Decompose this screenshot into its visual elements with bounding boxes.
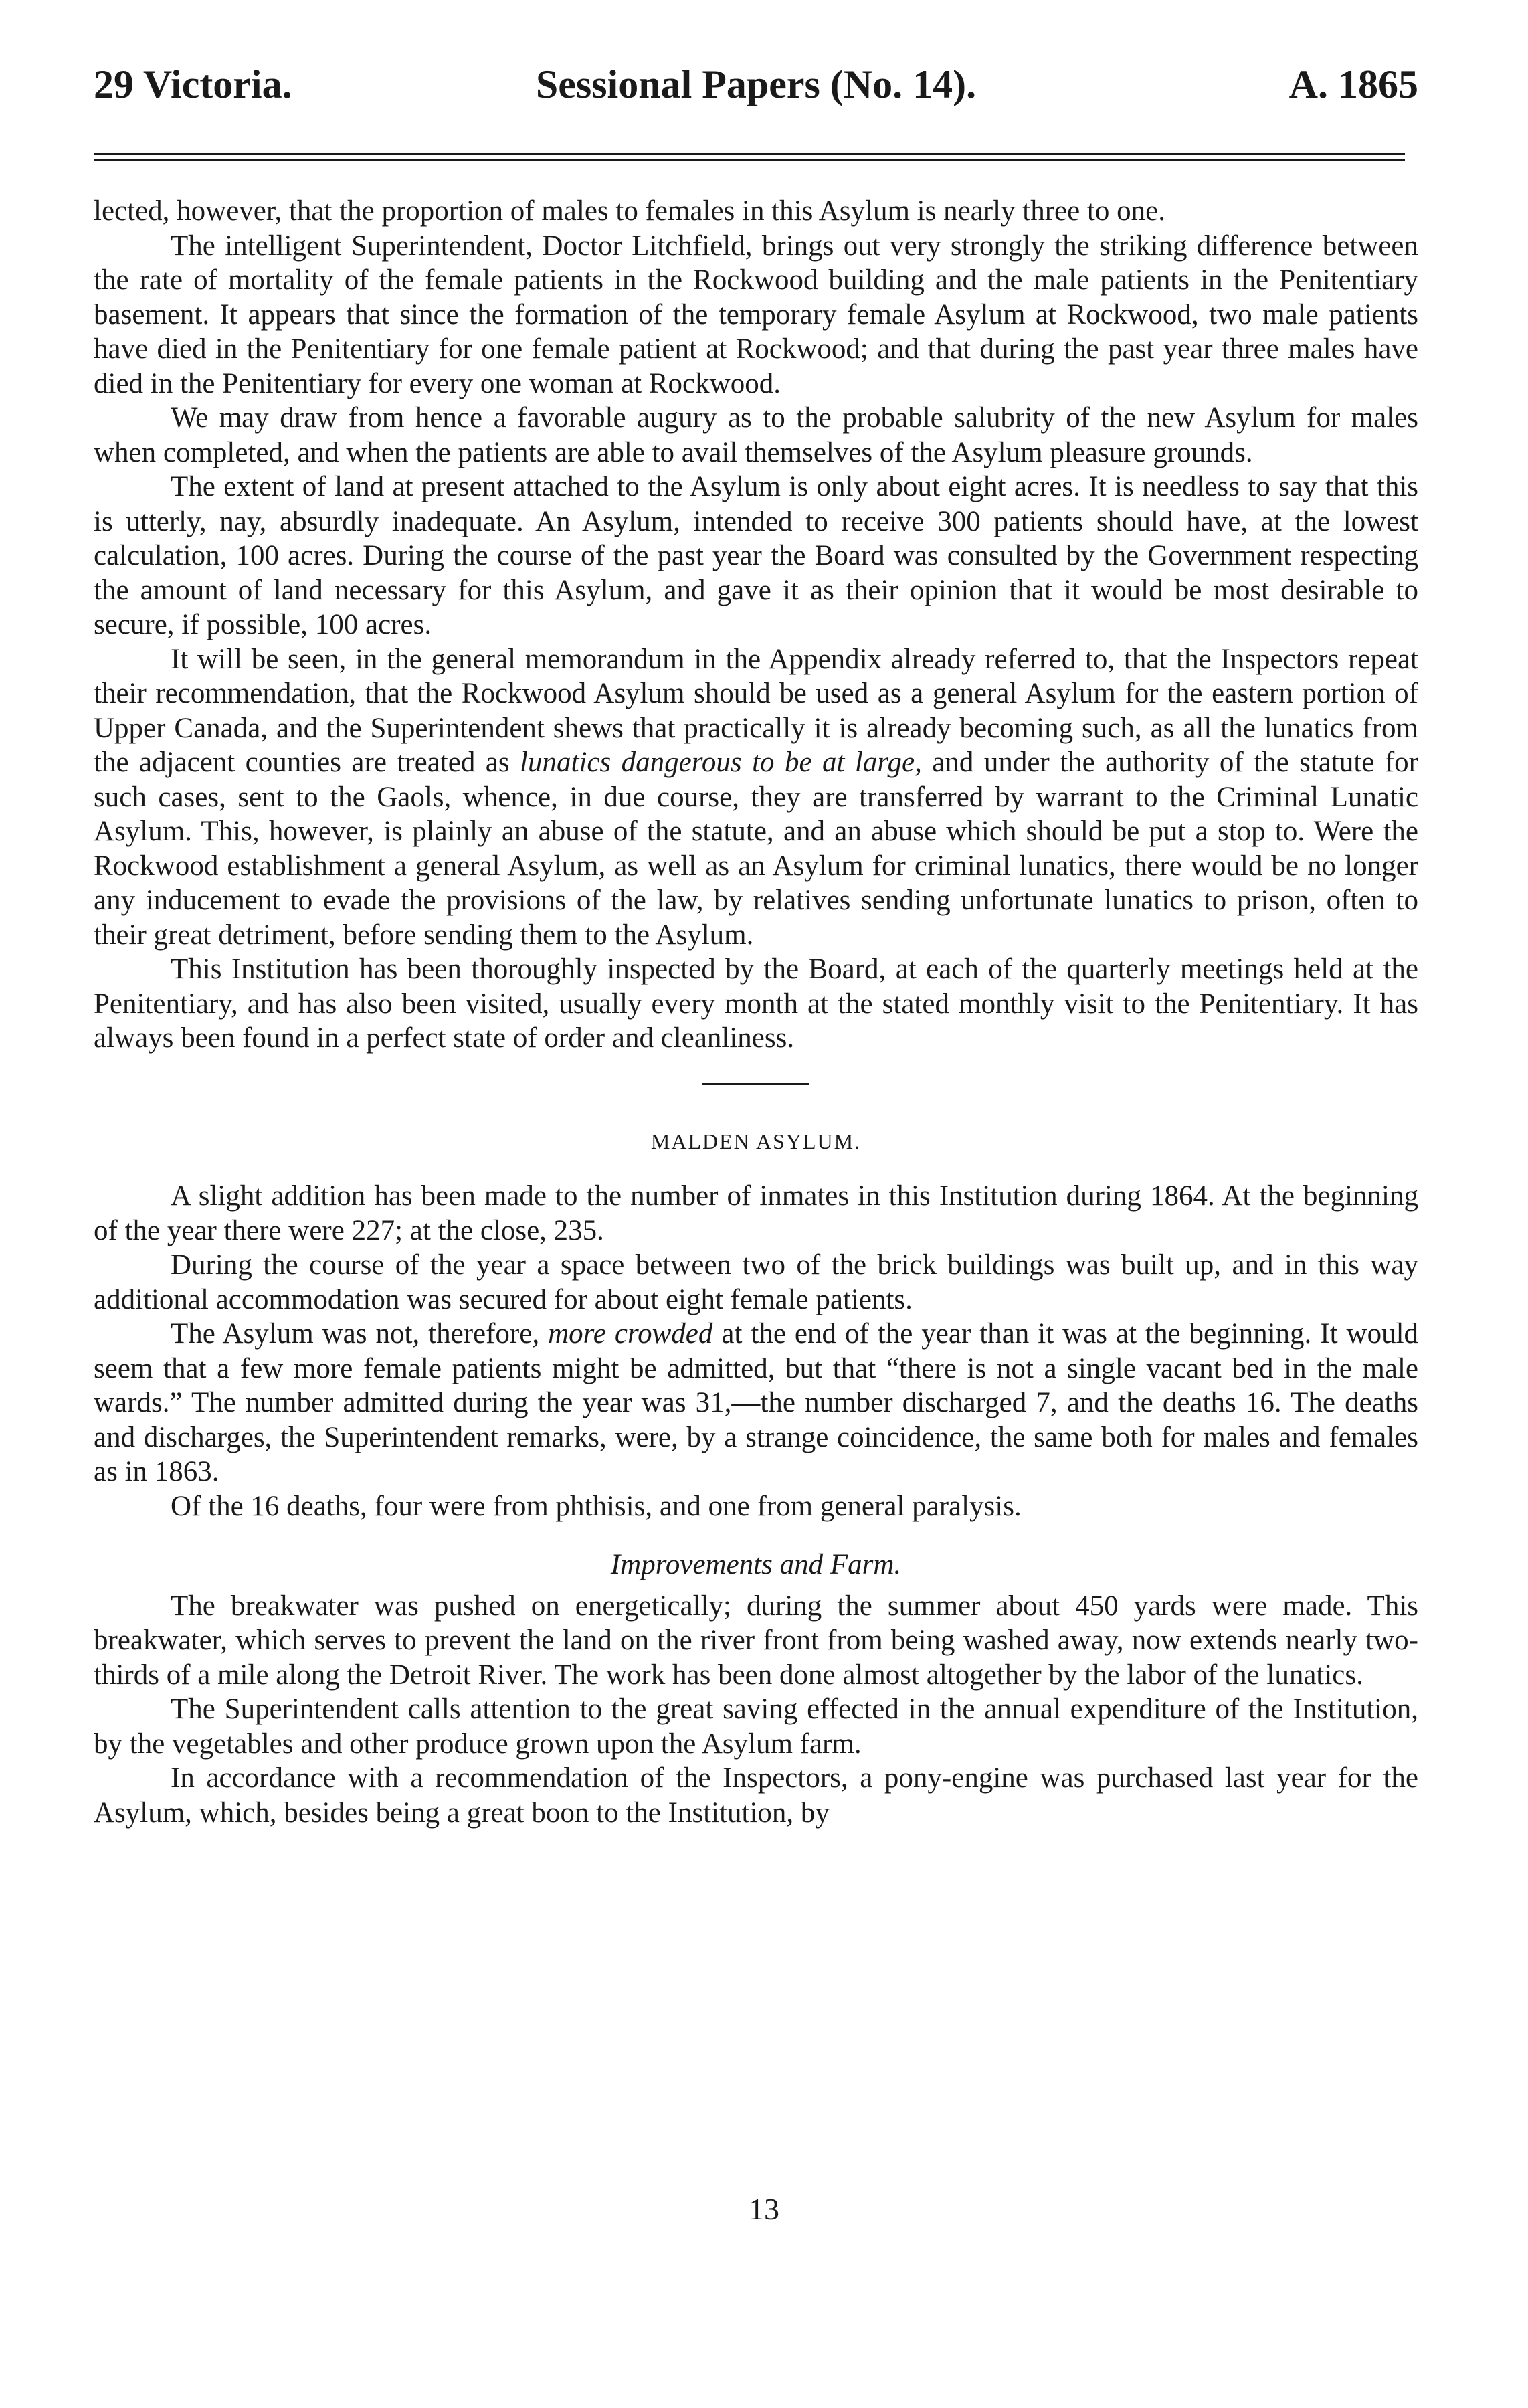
page-number: 13 bbox=[749, 2192, 779, 2226]
paragraph: The intelligent Superintendent, Doctor Litchfield, brings out very strongly the striking difference between the rate of mortality of the female patients in the Rockwood building and the male patients in the Penitentiary basement. It appears that since the formation of the temporary female Asylum at Rockwood, two male patients have died in the Penitentiary for one female patient at Rockwood; and that during the past year three males have died in the Penitentiary for every one woman at Rockwood. bbox=[94, 229, 1418, 399]
header-rule-top bbox=[94, 153, 1405, 155]
paragraph bbox=[94, 642, 1418, 953]
running-header bbox=[94, 62, 1418, 122]
header-rule-bottom bbox=[94, 159, 1405, 161]
paragraph-text: The Asylum was not, therefore, bbox=[171, 1318, 540, 1350]
paragraph bbox=[94, 1317, 1418, 1489]
section-separator bbox=[702, 1083, 809, 1085]
paragraph: The Superintendent calls attention to the great saving effected in the annual expenditure of the Institution, by the vegetables and other produce grown upon the Asylum farm. bbox=[94, 1693, 1418, 1760]
subsection-title: Improvements and Farm. bbox=[610, 1549, 902, 1580]
paragraph-text: and under the authority of the statute for such cases, sent to the Gaols, whence, in due course, they are transferred by warrant to the Criminal Lunatic Asylum. This, however, is plainly an abuse of the statute, and an abuse which should be put a stop to. Were the Rockwood establishment a general Asylum, as well as an Asylum for criminal lunatics, there would be no longer any inducement to evade the provisions of the law, by relatives sending unfortunate lunatics to prison, often to their great detriment, before sending them to the Asylum. bbox=[94, 747, 1418, 951]
paragraph: The extent of land at present attached to the Asylum is only about eight acres. It is needless to say that this is utterly, nay, absurdly inadequate. An Asylum, intended to receive 300 patients should have, at the lowest calculation, 100 acres. During the course of the past year the Board was consulted by the Government respecting the amount of land necessary for this Asylum, and gave it as their opinion that it would be most desirable to secure, if possible, 100 acres. bbox=[94, 471, 1418, 640]
paragraph-text: at the end of the year than it was at the beginning. It would seem that a few more female patients might be admitted, but that “there is not a single vacant bed in the male wards.” The number admitted during the year was 31,—the number discharged 7, and the deaths 16. The deaths and discharges, the Superintendent remarks, were, by a strange coincidence, the same both for males and females as in 1863. bbox=[94, 1318, 1419, 1487]
paragraph: During the course of the year a space between two of the brick buildings was built up, and in this way additional accommodation was secured for about eight female patients. bbox=[94, 1249, 1418, 1315]
paragraph: lected, however, that the proportion of males to females in this Asylum is nearly three to one. bbox=[94, 195, 1166, 227]
header-left: 29 Victoria. bbox=[94, 62, 292, 106]
paragraph-text: It will be seen, in the general memorandum in the Appendix already referred to, that the Inspectors repeat their recommendation, that the Rockwood Asylum should be used as a general Asylum for the eastern portion of Upper Canada, and the Superintendent shews that practically it is already becoming such, as all the lunatics from the adjacent counties are treated as bbox=[94, 643, 1418, 778]
paragraph: The breakwater was pushed on energetically; during the summer about 450 yards were made. This breakwater, which serves to prevent the land on the river front from being washed away, now extends nearly two-thirds of a mile along the Detroit River. The work has been done almost altogether by the labor of the lunatics. bbox=[94, 1590, 1418, 1691]
italic-phrase: more crowded bbox=[548, 1318, 713, 1350]
section-title: MALDEN ASYLUM. bbox=[650, 1129, 862, 1153]
paragraph: Of the 16 deaths, four were from phthisis, and one from general paralysis. bbox=[171, 1490, 1022, 1522]
header-right: A. 1865 bbox=[1288, 62, 1418, 106]
paragraph: In accordance with a recommendation of the Inspectors, a pony-engine was purchased last year for the Asylum, which, besides being a great boon to the Institution, by bbox=[94, 1762, 1418, 1829]
paragraph: We may draw from hence a favorable augury as to the probable salubrity of the new Asylum for males when completed, and when the patients are able to avail themselves of the Asylum pleasure grounds. bbox=[94, 402, 1418, 468]
header-center: Sessional Papers (No. 14). bbox=[535, 62, 977, 106]
paragraph: This Institution has been thoroughly inspected by the Board, at each of the quarterly meetings held at the Penitentiary, and has also been visited, usually every month at the stated monthly visit to the Penitentiary. It has always been found in a perfect state of order and cleanliness. bbox=[94, 953, 1418, 1054]
paragraph: A slight addition has been made to the number of inmates in this Institution during 1864. At the beginning of the year there were 227; at the close, 235. bbox=[94, 1180, 1418, 1246]
italic-phrase: lunatics dangerous to be at large, bbox=[520, 747, 922, 778]
body-text bbox=[94, 194, 1418, 1830]
